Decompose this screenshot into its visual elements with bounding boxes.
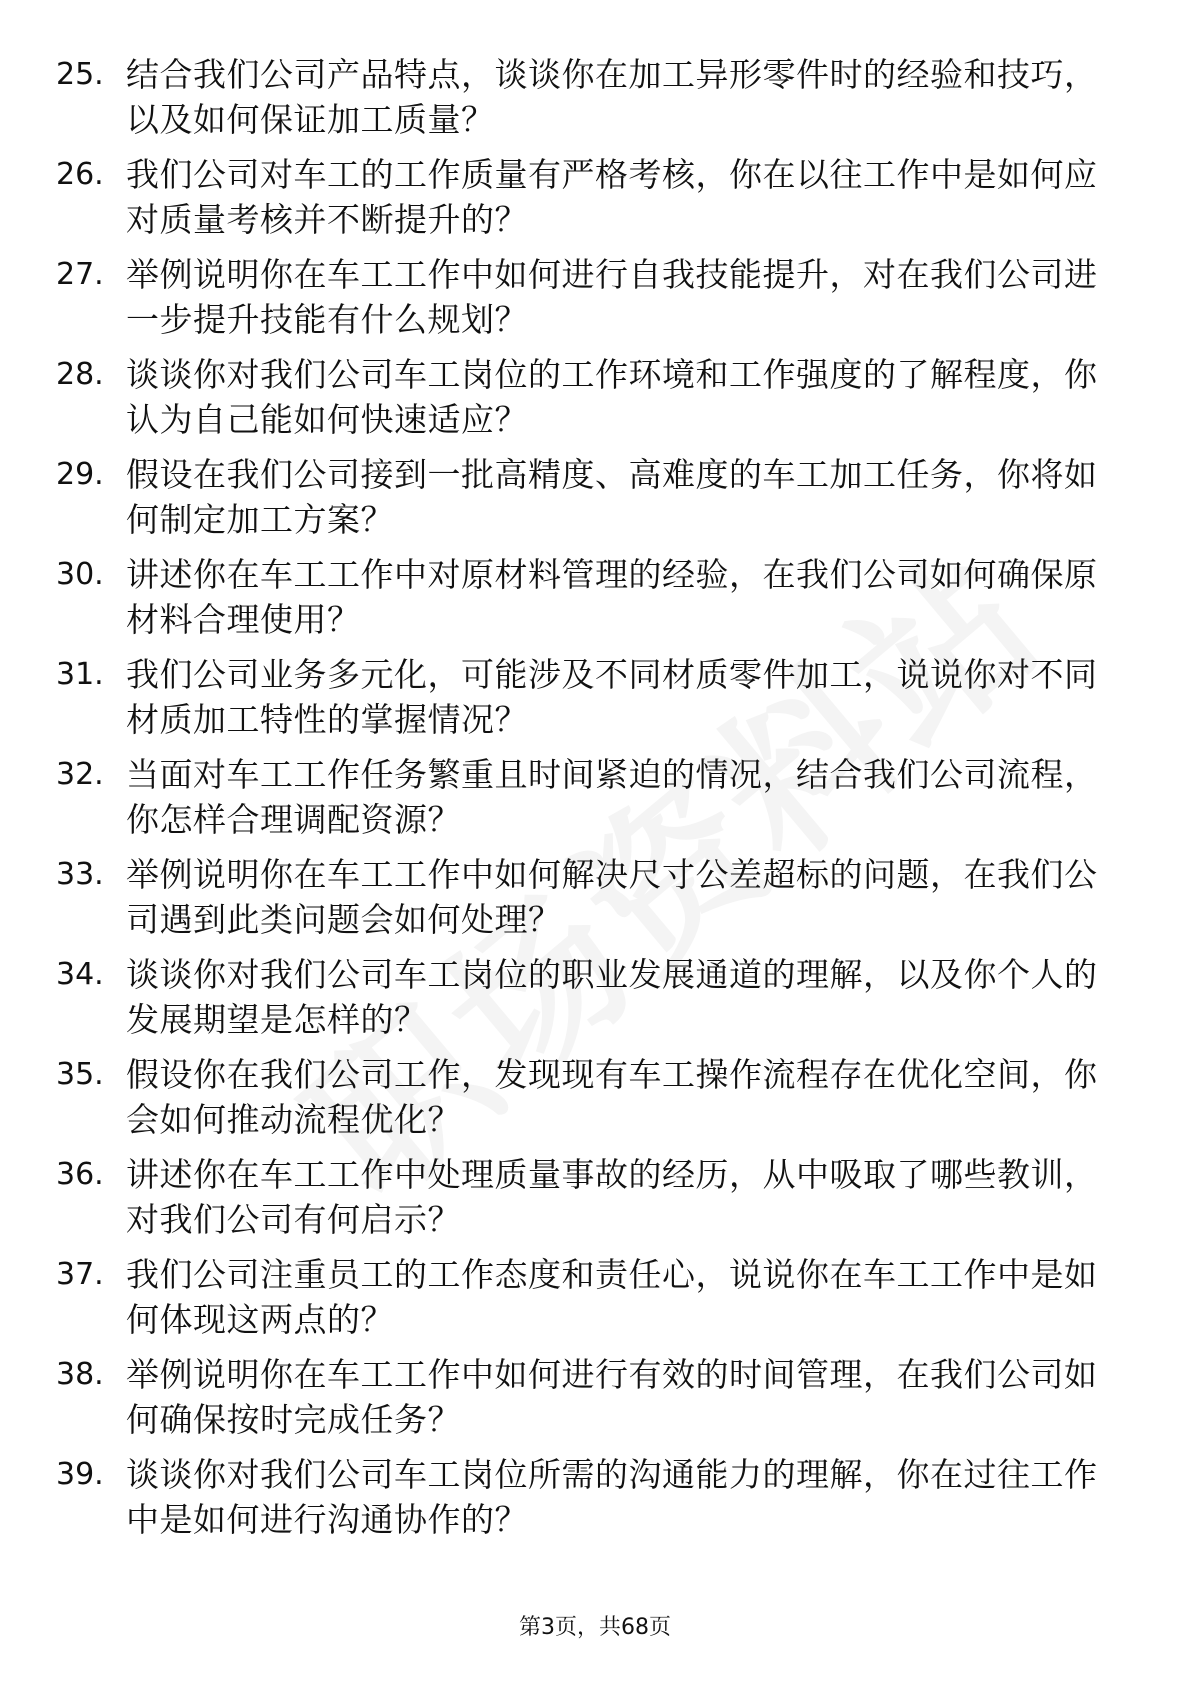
question-item	[0, 152, 1190, 252]
question-item	[0, 952, 1190, 1052]
page-footer: 第3页，共68页	[519, 1615, 671, 1640]
question-item	[0, 1252, 1190, 1352]
question-item	[0, 1052, 1190, 1152]
question-text: 我们公司业务多元化，可能涉及不同材质零件加工，说说你对不同材质加工特性的掌握情况？	[126, 655, 1098, 739]
question-text: 谈谈你对我们公司车工岗位的工作环境和工作强度的了解程度，你认为自己能如何快速适应？	[126, 355, 1098, 439]
question-number: 33.	[56, 857, 104, 892]
question-number: 38.	[56, 1357, 104, 1392]
question-number: 35.	[56, 1057, 104, 1092]
question-item	[0, 252, 1190, 352]
question-item	[0, 1152, 1190, 1252]
question-number: 25.	[56, 57, 104, 92]
question-item	[0, 352, 1190, 452]
question-number: 29.	[56, 457, 104, 492]
question-text: 假设在我们公司接到一批高精度、高难度的车工加工任务，你将如何制定加工方案？	[126, 455, 1098, 539]
question-text: 谈谈你对我们公司车工岗位的职业发展通道的理解，以及你个人的发展期望是怎样的？	[126, 955, 1098, 1039]
question-text: 举例说明你在车工工作中如何进行自我技能提升，对在我们公司进一步提升技能有什么规划？	[126, 255, 1098, 339]
question-text: 结合我们公司产品特点，谈谈你在加工异形零件时的经验和技巧，以及如何保证加工质量？	[126, 55, 1098, 139]
question-text: 我们公司注重员工的工作态度和责任心，说说你在车工工作中是如何体现这两点的？	[126, 1255, 1098, 1339]
question-item	[0, 52, 1190, 152]
question-text: 假设你在我们公司工作，发现现有车工操作流程存在优化空间，你会如何推动流程优化？	[126, 1055, 1098, 1139]
question-number: 37.	[56, 1257, 104, 1292]
question-list	[0, 52, 1190, 1552]
question-item	[0, 852, 1190, 952]
question-number: 36.	[56, 1157, 104, 1192]
question-text: 举例说明你在车工工作中如何进行有效的时间管理，在我们公司如何确保按时完成任务？	[126, 1355, 1098, 1439]
question-item	[0, 1452, 1190, 1552]
question-text: 我们公司对车工的工作质量有严格考核，你在以往工作中是如何应对质量考核并不断提升的？	[126, 155, 1098, 239]
question-number: 31.	[56, 657, 104, 692]
question-number: 39.	[56, 1457, 104, 1492]
question-item	[0, 552, 1190, 652]
question-number: 34.	[56, 957, 104, 992]
question-text: 讲述你在车工工作中处理质量事故的经历，从中吸取了哪些教训，对我们公司有何启示？	[126, 1155, 1098, 1239]
question-number: 28.	[56, 357, 104, 392]
question-number: 32.	[56, 757, 104, 792]
question-text: 谈谈你对我们公司车工岗位所需的沟通能力的理解，你在过往工作中是如何进行沟通协作的？	[126, 1455, 1098, 1539]
question-item	[0, 452, 1190, 552]
question-text: 当面对车工工作任务繁重且时间紧迫的情况，结合我们公司流程，你怎样合理调配资源？	[126, 755, 1098, 839]
question-item	[0, 752, 1190, 852]
question-text: 举例说明你在车工工作中如何解决尺寸公差超标的问题，在我们公司遇到此类问题会如何处理？	[126, 855, 1098, 939]
question-number: 30.	[56, 557, 104, 592]
question-number: 26.	[56, 157, 104, 192]
question-item	[0, 652, 1190, 752]
question-text: 讲述你在车工工作中对原材料管理的经验，在我们公司如何确保原材料合理使用？	[126, 555, 1098, 639]
question-number: 27.	[56, 257, 104, 292]
question-item	[0, 1352, 1190, 1452]
